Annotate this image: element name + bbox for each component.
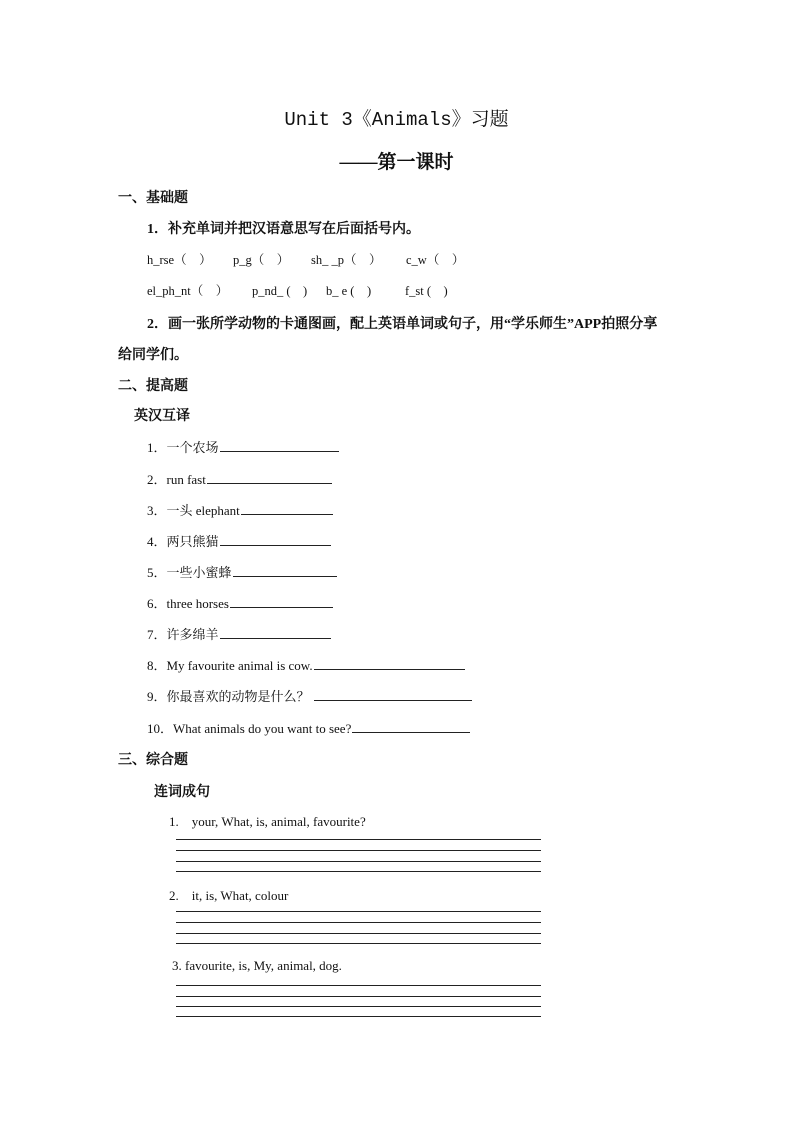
item-text: 4．两只熊猫 — [147, 534, 219, 549]
item-text: 9．你最喜欢的动物是什么？ — [147, 689, 310, 704]
answer-blank[interactable] — [352, 719, 470, 733]
sentence-order-item: 2. it, is, What, colour — [169, 888, 289, 903]
translation-item — [147, 469, 332, 488]
writing-line[interactable] — [176, 933, 541, 934]
page-subtitle: ——第一课时 — [339, 152, 454, 173]
question-2-text-cont: 给同学们。 — [118, 348, 188, 363]
word-blank-row-1 — [147, 250, 486, 268]
answer-blank[interactable] — [220, 625, 331, 639]
word-blank: b_ e ( ) — [326, 284, 372, 298]
item-text: 1．一个农场 — [147, 440, 219, 455]
writing-line[interactable] — [176, 839, 541, 840]
answer-blank[interactable] — [220, 438, 339, 452]
writing-line[interactable] — [176, 996, 541, 997]
translation-item — [147, 655, 465, 674]
translation-item — [147, 562, 337, 581]
answer-blank[interactable] — [207, 470, 332, 484]
word-blank: p_nd_ ( ) — [252, 284, 308, 298]
translation-item — [147, 593, 333, 612]
translation-item — [147, 624, 331, 643]
writing-line[interactable] — [176, 985, 541, 986]
answer-blank[interactable] — [241, 501, 333, 515]
sentence-order-item: 3. favourite, is, My, animal, dog. — [172, 958, 342, 973]
item-text: 7．许多绵羊 — [147, 627, 219, 642]
answer-blank[interactable] — [233, 563, 337, 577]
item-text: 6．three horses — [147, 596, 229, 611]
writing-line[interactable] — [176, 943, 541, 944]
writing-line[interactable] — [176, 861, 541, 862]
writing-line[interactable] — [176, 1006, 541, 1007]
word-blank: c_w（ ） — [406, 253, 465, 267]
translation-item — [147, 686, 472, 705]
word-blank: f_st ( ) — [405, 284, 448, 298]
answer-blank[interactable] — [314, 656, 465, 670]
writing-line[interactable] — [176, 871, 541, 872]
answer-blank[interactable] — [314, 687, 472, 701]
translation-item — [147, 531, 331, 550]
translation-item — [147, 437, 339, 456]
item-text: 8．My favourite animal is cow. — [147, 658, 313, 673]
item-text: 3．一头 elephant — [147, 503, 240, 518]
writing-line[interactable] — [176, 922, 541, 923]
writing-line[interactable] — [176, 911, 541, 912]
word-blank: el_ph_nt（ ） — [147, 284, 229, 298]
word-blank-row-2 — [147, 281, 475, 299]
writing-line[interactable] — [176, 850, 541, 851]
item-text: 2．run fast — [147, 472, 206, 487]
word-blank: h_rse（ ） — [147, 253, 212, 267]
sentence-order-subheading: 连词成句 — [154, 785, 210, 800]
word-blank: sh_ _p（ ） — [311, 253, 382, 267]
translation-item — [147, 718, 470, 737]
answer-blank[interactable] — [220, 532, 331, 546]
item-text: 10．What animals do you want to see? — [147, 721, 352, 736]
translation-item — [147, 500, 333, 519]
sentence-order-item: 1. your, What, is, animal, favourite? — [169, 814, 366, 829]
answer-blank[interactable] — [230, 594, 333, 608]
word-blank: p_g（ ） — [233, 253, 290, 267]
question-2-text: 2．画一张所学动物的卡通图画，配上英语单词或句子，用“学乐师生”APP拍照分享 — [147, 317, 658, 332]
item-text: 5．一些小蜜蜂 — [147, 565, 232, 580]
section-comprehensive-heading: 三、综合题 — [118, 753, 188, 768]
translation-subheading: 英汉互译 — [134, 409, 190, 424]
section-advanced-heading: 二、提高题 — [118, 379, 188, 394]
question-1-text: 1．补充单词并把汉语意思写在后面括号内。 — [147, 222, 420, 237]
writing-line[interactable] — [176, 1016, 541, 1017]
section-basic-heading: 一、基础题 — [118, 191, 188, 206]
page-title: Unit 3《Animals》习题 — [284, 109, 509, 131]
